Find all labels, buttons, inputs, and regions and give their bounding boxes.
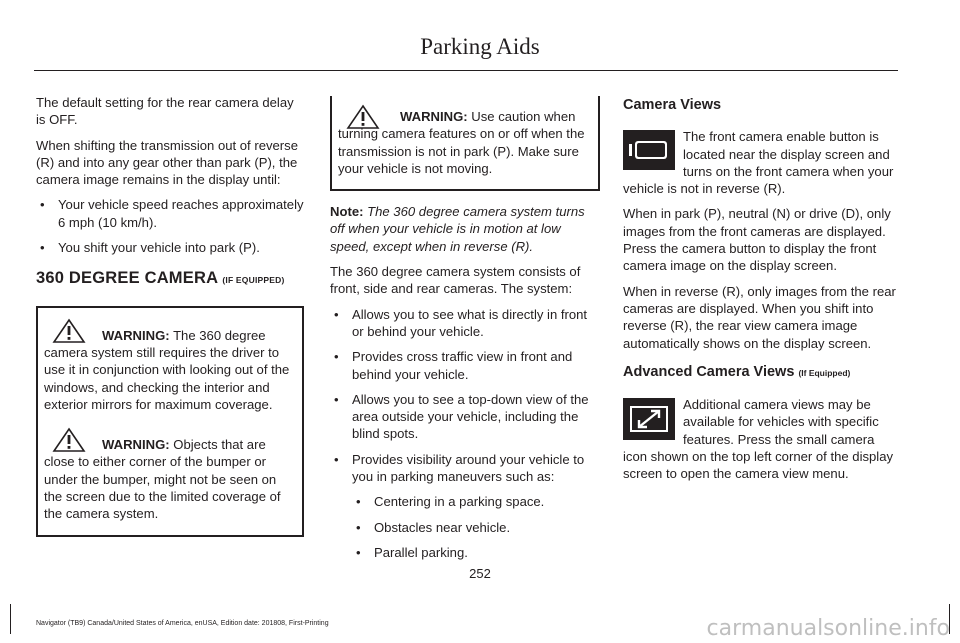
warning-body: Objects that are close to either corner of the bumper or under the bumper, might not be seen on the screen due to the limited coverage of the camera system.: [44, 437, 281, 522]
paragraph: The front camera enable button is located near the display screen and turns on the front camera when your vehicle is not in reverse (R).: [623, 129, 894, 197]
list-item: • Your vehicle speed reaches approximately 6 mph (10 km/h).: [36, 196, 304, 231]
page-number: 252: [469, 566, 491, 581]
heading-text: Advanced Camera Views: [623, 363, 795, 380]
list-item: • You shift your vehicle into park (P).: [36, 239, 304, 256]
section-heading: [36, 270, 304, 289]
camera-views-icon: [623, 398, 675, 440]
warning-body: Use caution when turning camera features on or off when the transmission is not in park (P). Make sure your vehicle is not moving.: [338, 109, 585, 176]
paragraph: When in park (P), neutral (N) or drive (D), only images from the front cameras are displayed. Press the camera button to display the front camera image on the display screen.: [623, 206, 891, 274]
note-label: Note:: [330, 204, 364, 220]
note: [330, 203, 600, 255]
paragraph: The default setting for the rear camera delay is OFF.: [36, 95, 294, 128]
sub-list-item: • Centering in a parking space.: [330, 493, 600, 510]
watermark: carmanualsonline.info: [706, 616, 950, 641]
warning-triangle-icon: [52, 427, 86, 457]
front-camera-icon: [623, 130, 675, 170]
page-title: Parking Aids: [420, 34, 540, 59]
warning-triangle-icon: [346, 104, 380, 134]
sub-list-item: • Parallel parking.: [330, 544, 600, 561]
section-heading: Camera Views: [623, 97, 722, 113]
warning-label: WARNING:: [102, 437, 170, 453]
heading-text: 360 DEGREE CAMERA: [36, 269, 218, 288]
list-item: • Allows you to see a top-down view of the area outside your vehicle, including the blind spots.: [330, 391, 600, 443]
warning-text: [338, 96, 592, 177]
header-divider: [34, 70, 898, 71]
warning-text: [44, 423, 296, 522]
heading-qualifier: (IF EQUIPPED): [222, 275, 285, 286]
icon-paragraph: [623, 128, 896, 197]
warning-box: [36, 306, 304, 537]
warning-text: [44, 314, 296, 413]
warning-label: WARNING:: [102, 327, 170, 343]
column-left: [36, 94, 304, 549]
paragraph: When in reverse (R), only images from the rear cameras are displayed. When you shift into reverse (R), the rear view camera image automatically shows on the display screen.: [623, 283, 896, 351]
section-heading: [623, 364, 896, 382]
warning-body: The 360 degree camera system still requires the driver to use it in conjunction with looking out of the windows, and checking the interior and exterior mirrors for maximum coverage.: [44, 327, 290, 412]
column-right: [623, 97, 896, 483]
paragraph: When shifting the transmission out of reverse (R) and into any gear other than park (P), the camera image remains in the display until:: [36, 137, 298, 188]
edition-note: Navigator (TB9) Canada/United States of America, enUSA, Edition date: 201808, First-Printing: [36, 620, 329, 627]
sub-list-item: • Obstacles near vehicle.: [330, 519, 600, 536]
warning-triangle-icon: [52, 318, 86, 348]
list-item: • Allows you to see what is directly in front or behind your vehicle.: [330, 306, 600, 341]
crop-mark: [10, 604, 11, 634]
heading-qualifier: (If Equipped): [798, 367, 851, 378]
icon-paragraph: [623, 396, 896, 482]
list-item: • Provides visibility around your vehicle to you in parking maneuvers such as:: [330, 451, 600, 486]
paragraph: Additional camera views may be available for vehicles with specific features. Press the small camera icon shown on the top left corner of the display screen to open the camera view menu.: [623, 397, 894, 482]
paragraph: The 360 degree camera system consists of front, side and rear cameras. The system:: [330, 264, 581, 297]
note-body: The 360 degree camera system turns off when your vehicle is in motion at low speed, except when in reverse (R).: [330, 204, 585, 254]
warning-box: [330, 96, 600, 191]
column-middle: [330, 96, 600, 569]
warning-label: WARNING:: [400, 109, 468, 124]
list-item: • Provides cross traffic view in front and behind your vehicle.: [330, 348, 600, 383]
